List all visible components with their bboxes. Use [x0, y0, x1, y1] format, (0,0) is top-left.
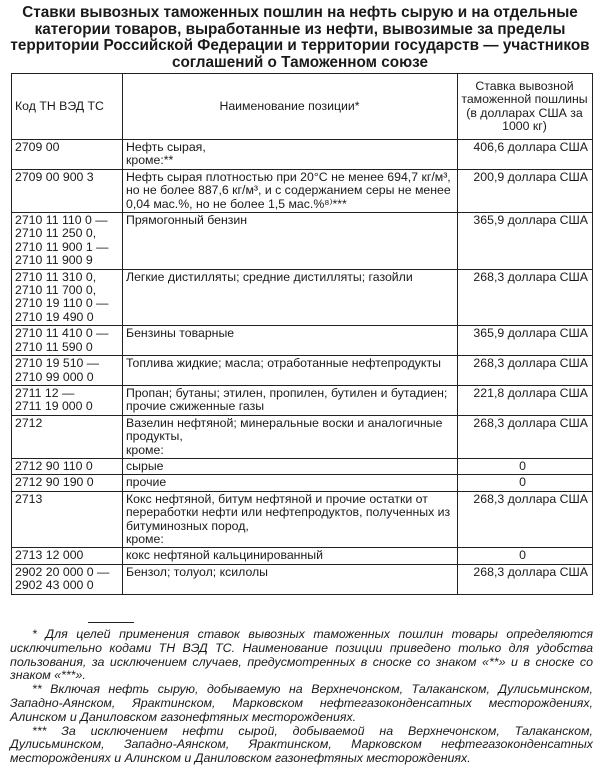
- rate-cell: 268,3 доллара США: [458, 564, 593, 594]
- name-cell: Нефть сырая плотностью при 20°С не менее 694,7 кг/м³, но не более 887,6 кг/м³, и с содержанием серы не менее 0,04 мас.%, но не более 1,5 мас.%⁸⁾***: [123, 169, 458, 212]
- header-name: Наименование позиции*: [123, 74, 458, 140]
- table-header-row: [12, 74, 593, 140]
- table-row: [12, 475, 593, 491]
- rate-cell: 0: [458, 458, 593, 474]
- table-row: [12, 491, 593, 548]
- rate-cell: 0: [458, 475, 593, 491]
- name-cell: кокс нефтяной кальцинированный: [123, 548, 458, 564]
- table-row: [12, 548, 593, 564]
- duty-rates-table: [11, 73, 593, 595]
- code-cell: 2713 12 000: [12, 548, 123, 564]
- table-row: [12, 458, 593, 474]
- table-row: [12, 415, 593, 458]
- rate-cell: 365,9 доллара США: [458, 213, 593, 270]
- rate-cell: 365,9 доллара США: [458, 326, 593, 356]
- rate-cell: 406,6 доллара США: [458, 140, 593, 170]
- code-cell: 2709 00 900 3: [12, 169, 123, 212]
- footnotes: [10, 628, 593, 766]
- code-cell: 2712 90 110 0: [12, 458, 123, 474]
- name-cell: Топлива жидкие; масла; отработанные нефтепродукты: [123, 356, 458, 386]
- code-cell: 2712: [12, 415, 123, 458]
- rate-cell: 268,3 доллара США: [458, 269, 593, 326]
- code-cell: 2711 12 — 2711 19 000 0: [12, 385, 123, 415]
- rate-cell: 0: [458, 548, 593, 564]
- code-cell: 2710 11 110 0 — 2710 11 250 0, 2710 11 900 1 — 2710 11 900 9: [12, 213, 123, 270]
- name-cell: сырые: [123, 458, 458, 474]
- rate-cell: 268,3 доллара США: [458, 491, 593, 548]
- page-title: Ставки вывозных таможенных пошлин на нефть сырую и на отдельные категории товаров, выработанные из нефти, вывозимые за пределы территории Российской Федерации и территории государств — участников соглашений о Таможенном союзе: [10, 4, 590, 71]
- footnote-separator: [88, 622, 134, 623]
- table-row: [12, 564, 593, 594]
- header-rate: Ставка вывозной таможенной пошлины (в долларах США за 1000 кг): [458, 74, 593, 140]
- code-cell: 2902 20 000 0 — 2902 43 000 0: [12, 564, 123, 594]
- table-row: [12, 269, 593, 326]
- header-code: Код ТН ВЭД ТС: [12, 74, 123, 140]
- table-row: [12, 356, 593, 386]
- rate-cell: 268,3 доллара США: [458, 356, 593, 386]
- table-row: [12, 385, 593, 415]
- table-row: [12, 213, 593, 270]
- code-cell: 2710 11 310 0, 2710 11 700 0, 2710 19 110 0 — 2710 19 490 0: [12, 269, 123, 326]
- rate-cell: 221,8 доллара США: [458, 385, 593, 415]
- name-cell: Пропан; бутаны; этилен, пропилен, бутилен и бутадиен; прочие сжиженные газы: [123, 385, 458, 415]
- code-cell: 2710 11 410 0 — 2710 11 590 0: [12, 326, 123, 356]
- table-row: [12, 140, 593, 170]
- footnote: * Для целей применения ставок вывозных таможенных пошлин товары определяются исключительно кодами ТН ВЭД ТС. Наименование позиции приведено только для удобства пользования, за исключением случаев, предусмотренных в сноске со знаком «**» и в сноске со знаком «***».: [10, 627, 593, 683]
- table-row: [12, 169, 593, 212]
- name-cell: Прямогонный бензин: [123, 213, 458, 270]
- name-cell: Нефть сырая, кроме:**: [123, 140, 458, 170]
- name-cell: Вазелин нефтяной; минеральные воски и аналогичные продукты, кроме:: [123, 415, 458, 458]
- table-row: [12, 326, 593, 356]
- footnote: ** Включая нефть сырую, добываемую на Верхнечонском, Талаканском, Дулисьминском, Западно-Аянском, Ярактинском, Марковском нефтегазоконденсатных месторождениях, Алинском и Даниловском газонефтяных месторождениях.: [10, 682, 593, 724]
- footnote: *** За исключением нефти сырой, добываемой на Верхнечонском, Талаканском, Дулисьминском, Западно-Аянском, Ярактинском, Марковском нефтегазоконденсатных месторождениях и Алинском и Даниловском газонефтяных месторождениях.: [10, 723, 593, 766]
- code-cell: 2712 90 190 0: [12, 475, 123, 491]
- table-body: [12, 140, 593, 595]
- code-cell: 2713: [12, 491, 123, 548]
- name-cell: Бензины товарные: [123, 326, 458, 356]
- name-cell: прочие: [123, 475, 458, 491]
- name-cell: Кокс нефтяной, битум нефтяной и прочие остатки от переработки нефти или нефтепродуктов, полученных из битуминозных пород, кроме:: [123, 491, 458, 548]
- rate-cell: 200,9 доллара США: [458, 169, 593, 212]
- code-cell: 2709 00: [12, 140, 123, 170]
- rate-cell: 268,3 доллара США: [458, 415, 593, 458]
- name-cell: Легкие дистилляты; средние дистилляты; газойли: [123, 269, 458, 326]
- name-cell: Бензол; толуол; ксилолы: [123, 564, 458, 594]
- code-cell: 2710 19 510 — 2710 99 000 0: [12, 356, 123, 386]
